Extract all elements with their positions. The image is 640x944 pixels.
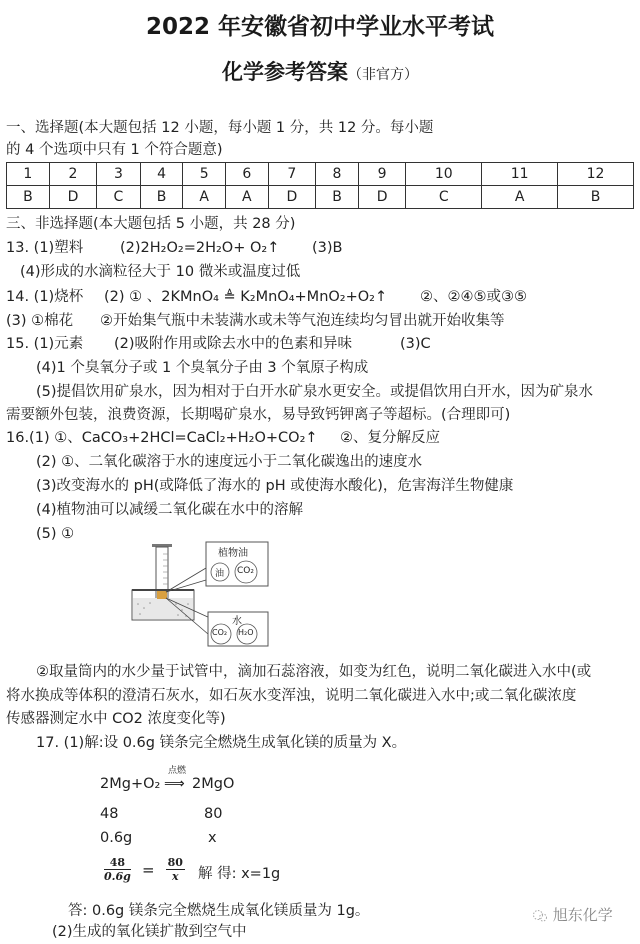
oil-molecule: 油 (215, 569, 225, 579)
water-label: 水 (232, 616, 242, 627)
h2o-molecule: H₂O (238, 628, 254, 637)
q-answer: C (406, 186, 482, 209)
q14-part2: (2) ① 、2KMnO₄ ≜ K₂MnO₄+MnO₂+O₂↑ (104, 289, 388, 305)
watermark (532, 904, 613, 925)
document-title: 2022 年安徽省初中学业水平考试 (145, 14, 495, 40)
q-number: 2 (49, 163, 96, 186)
q-number: 10 (406, 163, 482, 186)
q15-part1: 15. (1)元素 (6, 336, 84, 352)
q16-part2: (2) ①、二氧化碳溶于水的速度远小于二氧化碳逸出的速度水 (36, 454, 423, 470)
q17-part1: 17. (1)解:设 0.6g 镁条完全燃烧生成氧化镁的质量为 X。 (36, 735, 407, 751)
q-number: 7 (268, 163, 315, 186)
answer-table-answers-row (7, 186, 634, 209)
q16-part6a: ②取量筒内的水少量于试管中，滴加石蕊溶液，如变为红色，说明二氧化碳进入水中(或 (36, 664, 592, 680)
q15-part3: (3)C (400, 336, 431, 352)
q-number: 4 (140, 163, 183, 186)
q-answer: B (316, 186, 359, 209)
subtitle-text: 化学参考答案 (222, 60, 348, 84)
q17-equation-right: 2MgO (192, 776, 235, 792)
q17-mass-mgo: 80 (204, 806, 223, 822)
q17-unknown-mgo: x (208, 830, 217, 846)
q-number: 9 (358, 163, 405, 186)
oil-label: 植物油 (218, 548, 248, 559)
q-number: 8 (316, 163, 359, 186)
co2-oil-water-diagram (130, 540, 270, 648)
q-answer: B (140, 186, 183, 209)
q16-part1b: ②、复分解反应 (340, 430, 440, 446)
q17-proportion: $\frac{48}{0.6g}$ = $\frac{80}{x}$ (104, 856, 183, 883)
section1-heading-line1: 一、选择题(本大题包括 12 小题，每小题 1 分，共 12 分。每小题 (6, 120, 434, 136)
q-answer: A (183, 186, 226, 209)
q13-part4: (4)形成的水滴粒径大于 10 微米或温度过低 (20, 264, 301, 280)
q13-part2: (2)2H₂O₂=2H₂O+ O₂↑ (120, 240, 280, 256)
q-number: 11 (482, 163, 558, 186)
q15-part5a: (5)提倡饮用矿泉水，因为相对于白开水矿泉水更安全。或提倡饮用白开水，因为矿泉水 (36, 384, 594, 400)
q-answer: B (7, 186, 50, 209)
q17-answer: 答: 0.6g 镁条完全燃烧生成氧化镁质量为 1g。 (68, 903, 370, 919)
q-number: 12 (558, 163, 634, 186)
q16-part4: (4)植物油可以减缓二氧化碳在水中的溶解 (36, 502, 304, 518)
q14-part3a: (3) ①棉花 (6, 313, 74, 329)
q-answer: D (268, 186, 315, 209)
co2-molecule-in-oil: CO₂ (237, 566, 254, 576)
answer-table (6, 162, 634, 209)
q14-part2b: ②、②④⑤或③⑤ (420, 289, 527, 305)
q17-mass-mg: 48 (100, 806, 119, 822)
q17-equation-left: 2Mg+O₂ (100, 776, 161, 792)
q16-part3: (3)改变海水的 pH(或降低了海水的 pH 或使海水酸化)，危害海洋生物健康 (36, 478, 514, 494)
q14-part3b: ②开始集气瓶中未装满水或未等气泡连续均匀冒出就开始收集等 (100, 313, 505, 329)
answer-table-numbers-row (7, 163, 634, 186)
q-answer: D (49, 186, 96, 209)
q13-part3: (3)B (312, 240, 343, 256)
document-subtitle (0, 56, 640, 86)
fraction-2: $\frac{80}{x}$ (167, 856, 183, 883)
q-number: 5 (183, 163, 226, 186)
q16-part6c: 传感器测定水中 CO2 浓度变化等) (6, 711, 226, 727)
watermark-text: 旭东化学 (552, 906, 613, 924)
section1-heading-line2: 的 4 个选项中只有 1 个符合题意) (6, 142, 223, 158)
q14-part1: 14. (1)烧杯 (6, 289, 84, 305)
wechat-icon (532, 909, 548, 923)
q17-part2: (2)生成的氧化镁扩散到空气中 (52, 924, 247, 940)
q16-part1a: 16.(1) ①、CaCO₃+2HCl=CaCl₂+H₂O+CO₂↑ (6, 430, 318, 446)
q-answer: A (226, 186, 269, 209)
q16-part6b: 将水换成等体积的澄清石灰水，如石灰水变浑浊，说明二氧化碳进入水中;或二氧化碳浓度 (6, 688, 577, 704)
q-number: 3 (97, 163, 140, 186)
q17-given-mg: 0.6g (100, 830, 133, 846)
co2-molecule-in-water: CO₂ (212, 628, 228, 637)
q-number: 1 (7, 163, 50, 186)
q17-equation-arrow: ⟹ (164, 776, 185, 792)
q-number: 6 (226, 163, 269, 186)
q16-part5: (5) ① (36, 526, 75, 542)
q-answer: B (558, 186, 634, 209)
section2-heading: 三、非选择题(本大题包括 5 小题，共 28 分) (6, 216, 296, 232)
q-answer: C (97, 186, 140, 209)
q15-part4: (4)1 个臭氧分子或 1 个臭氧分子由 3 个氧原子构成 (36, 360, 369, 376)
q17-solution: 解 得: x=1g (198, 866, 281, 882)
q15-part2: (2)吸附作用或除去水中的色素和异味 (114, 336, 353, 352)
q13-part1: 13. (1)塑料 (6, 240, 84, 256)
q-answer: D (358, 186, 405, 209)
q17-equation-condition: 点燃 (168, 766, 187, 776)
subtitle-note: （非官方） (348, 67, 418, 83)
fraction-1: $\frac{48}{0.6g}$ (104, 856, 131, 883)
q15-part5b: 需要额外包装，浪费资源，长期喝矿泉水，易导致钙钾离子等超标。(合理即可) (6, 407, 511, 423)
q-answer: A (482, 186, 558, 209)
